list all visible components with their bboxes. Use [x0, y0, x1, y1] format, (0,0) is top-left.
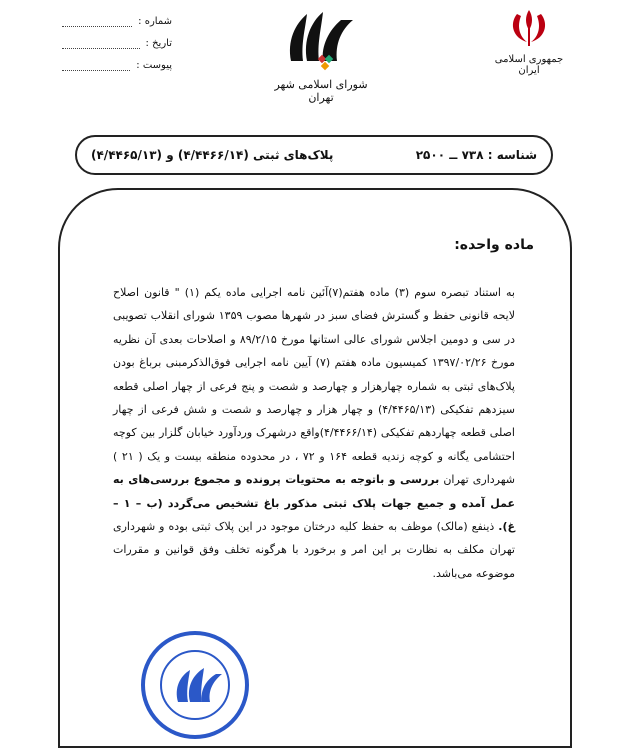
date-row: [62, 32, 172, 54]
article-text-part1: به استناد تبصره سوم (۳) ماده هفتم(۷)آئین نامه اجرایی ماده یکم (۱) " قانون اصلاح لایحه قانونی حفظ و گسترش فضای سبز در شهرها مصوب ۱۳۵۹ شورای انقلاب تصویبی در سی و دومین اجلاس شورای عالی استانها مورخ ۸۹/۲/۱۵ و اصلاحات بعدی آن نظریه مورخ ۱۳۹۷/۰۲/۲۶ کمیسیون ماده هفتم (۷) آیین نامه اجرایی فوق‌الذکرمبنی برباغ بودن پلاک‌های ثبتی به شماره چهارهزار و چهارصد و شصت و پنج فرعی از چهار اصلی قطعه سیزدهم تفکیکی (۴/۴۴۶۵/۱۳) و چهار هزار و چهارصد و شصت و شش فرعی از چهار اصلی قطعه چهاردهم تفکیکی (۴/۴۴۶۶/۱۴)واقع درشهرک وردآورد خیابان گلزار بین کوچه احتشامی یگانه و کوچه زندیه قطعه ۱۶۴ و ۷۲ ، در محدوده منطقه بیست و یک ( ۲۱ ) شهرداری تهران: [113, 286, 516, 487]
council-caption: شورای اسلامی شهر تهران: [274, 78, 368, 104]
number-dots: [62, 16, 132, 27]
republic-emblem: [489, 8, 569, 76]
article-heading: ماده واحده:: [454, 237, 534, 253]
number-row: [62, 10, 172, 32]
republic-caption: جمهوری اسلامی ایران: [494, 54, 564, 76]
resolution-id: شناسه : ۷۳۸ ــ ۲۵۰۰: [415, 148, 537, 162]
attachment-label: پیوست :: [136, 59, 172, 71]
article-text-bold: بررسی و باتوجه به محتویات پرونده و مجموع بررسی‌های به عمل آمده و جمیع جهات پلاک ثبتی مذکور باغ تشخیص می‌گردد (ب – ۱ – غ).: [113, 473, 515, 534]
article-text: [113, 281, 515, 585]
attachment-dots: [62, 60, 130, 71]
article-text-part2: ذینفع (مالک) موظف به حفظ کلیه درختان موجود در این پلاک ثبتی بوده و شهرداری تهران مکلف به نظارت بر این امر و برخورد با هرگونه تخلف وفق قوانین و مقررات موضوعه می‌باشد.: [113, 520, 515, 580]
iran-emblem-icon: [507, 8, 551, 48]
attachment-row: [62, 54, 172, 76]
letter-meta: [62, 10, 172, 76]
number-label: شماره :: [138, 15, 172, 27]
council-logo-icon: [281, 6, 361, 72]
date-label: تاریخ :: [145, 37, 172, 49]
council-logo: [266, 6, 376, 104]
stamp-icon: [140, 630, 250, 740]
date-dots: [62, 38, 140, 49]
official-stamp: [140, 630, 250, 740]
resolution-subject: پلاک‌های ثبتی (۴/۴۴۶۶/۱۴) و (۴/۴۴۶۵/۱۳): [91, 148, 334, 162]
title-box: [75, 135, 553, 175]
